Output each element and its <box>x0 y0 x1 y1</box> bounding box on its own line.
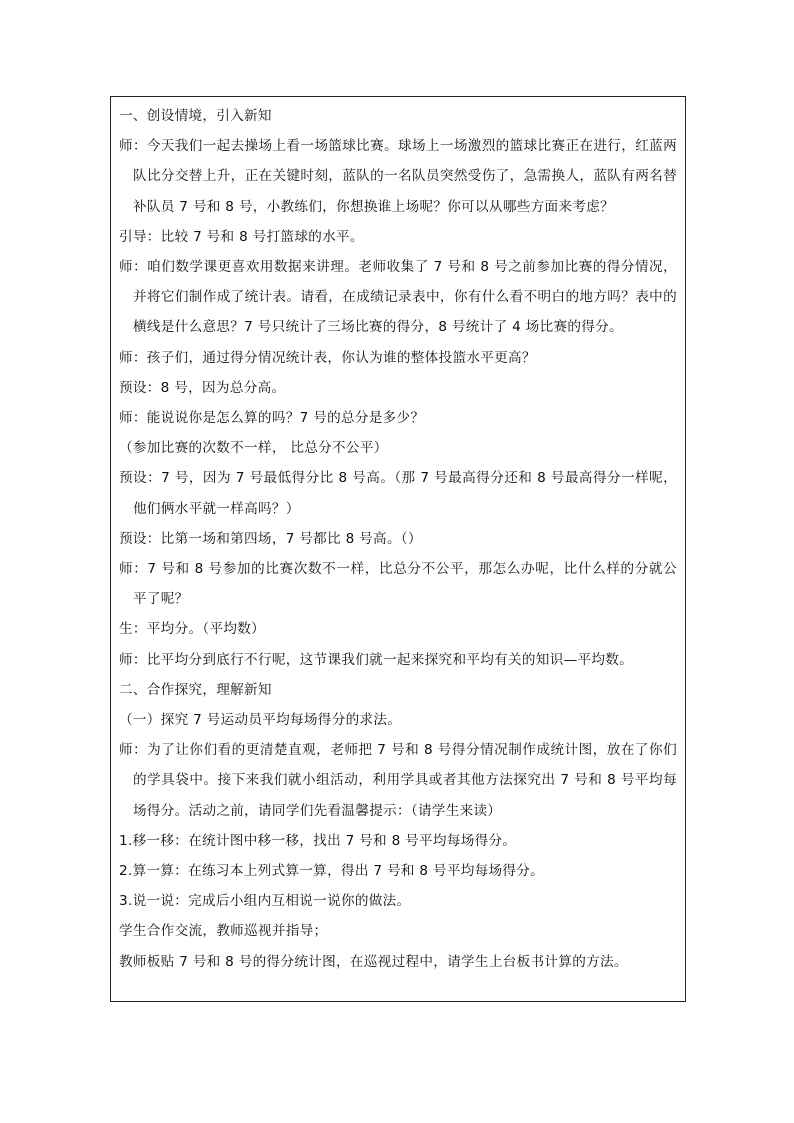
teacher-average-line: 师：比平均分到底行不行呢，这节课我们就一起来探究和平均有关的知识—平均数。 <box>119 651 634 668</box>
teacher-activity-paragraph: 师：为了让你们看的更清楚直观，老师把 7 号和 8 号得分情况制作成统计图，放在了你们的学具袋中。接下来我们就小组活动，利用学具或者其他方法探究出 7 号和 8 号平均每场得分。活动之前，请同学们先看温馨提示：（请学生来读） <box>119 742 677 819</box>
guide-line: 引导：比较 7 号和 8 号打篮球的水平。 <box>119 228 364 245</box>
student-answer-line: 生：平均分。（平均数） <box>119 621 266 638</box>
preset-line-3: 预设：比第一场和第四场，7 号都比 8 号高。（） <box>119 530 422 547</box>
teacher-intro-paragraph: 师：今天我们一起去操场上看一场篮球比赛。球场上一场激烈的篮球比赛正在进行，红蓝两队比分交替上升，正在关键时刻，蓝队的一名队员突然受伤了，急需换人，蓝队有两名替补队员 7 号和 8 号，小教练们，你想换谁上场呢？你可以从哪些方面来考虑？ <box>119 138 677 215</box>
note-line: （参加比赛的次数不一样， 比总分不公平） <box>119 440 388 457</box>
teacher-board-line: 教师板贴 7 号和 8 号的得分统计图，在巡视过程中，请学生上台板书计算的方法。 <box>119 953 628 970</box>
teacher-data-paragraph: 师：咱们数学课更喜欢用数据来讲理。老师收集了 7 号和 8 号之前参加比赛的得分情况，并将它们制作成了统计表。请看，在成绩记录表中，你有什么看不明白的地方吗？表中的横线是什么意思？7 号只统计了三场比赛的得分，8 号统计了 4 场比赛的得分。 <box>119 259 677 336</box>
student-cooperation-line: 学生合作交流，教师巡视并指导； <box>119 923 328 940</box>
subsection-heading: （一）探究 7 号运动员平均每场得分的求法。 <box>119 712 402 729</box>
step-calculate: 2.算一算：在练习本上列式算一算，得出 7 号和 8 号平均每场得分。 <box>119 863 545 880</box>
lesson-plan-box <box>110 96 686 1002</box>
section-heading-1: 一、创设情境，引入新知 <box>119 108 272 124</box>
teacher-fairness-paragraph: 师：7 号和 8 号参加的比赛次数不一样，比总分不公平，那怎么办呢，比什么样的分就公平了呢？ <box>119 561 677 608</box>
section-heading-2: 二、合作探究，理解新知 <box>119 681 272 698</box>
teacher-question-line: 师：孩子们，通过得分情况统计表，你认为谁的整体投篮水平更高？ <box>119 349 536 366</box>
step-discuss: 3.说一说：完成后小组内互相说一说你的做法。 <box>119 893 411 910</box>
step-move: 1.移一移：在统计图中移一移，找出 7 号和 8 号平均每场得分。 <box>119 832 517 849</box>
preset-line-2: 预设：7 号，因为 7 号最低得分比 8 号高。（那 7 号最高得分还和 8 号最高得分一样呢，他们俩水平就一样高吗？） <box>119 470 677 517</box>
preset-line-1: 预设：8 号，因为总分高。 <box>119 379 286 396</box>
teacher-total-question: 师：能说说你是怎么算的吗？7 号的总分是多少？ <box>119 410 425 427</box>
